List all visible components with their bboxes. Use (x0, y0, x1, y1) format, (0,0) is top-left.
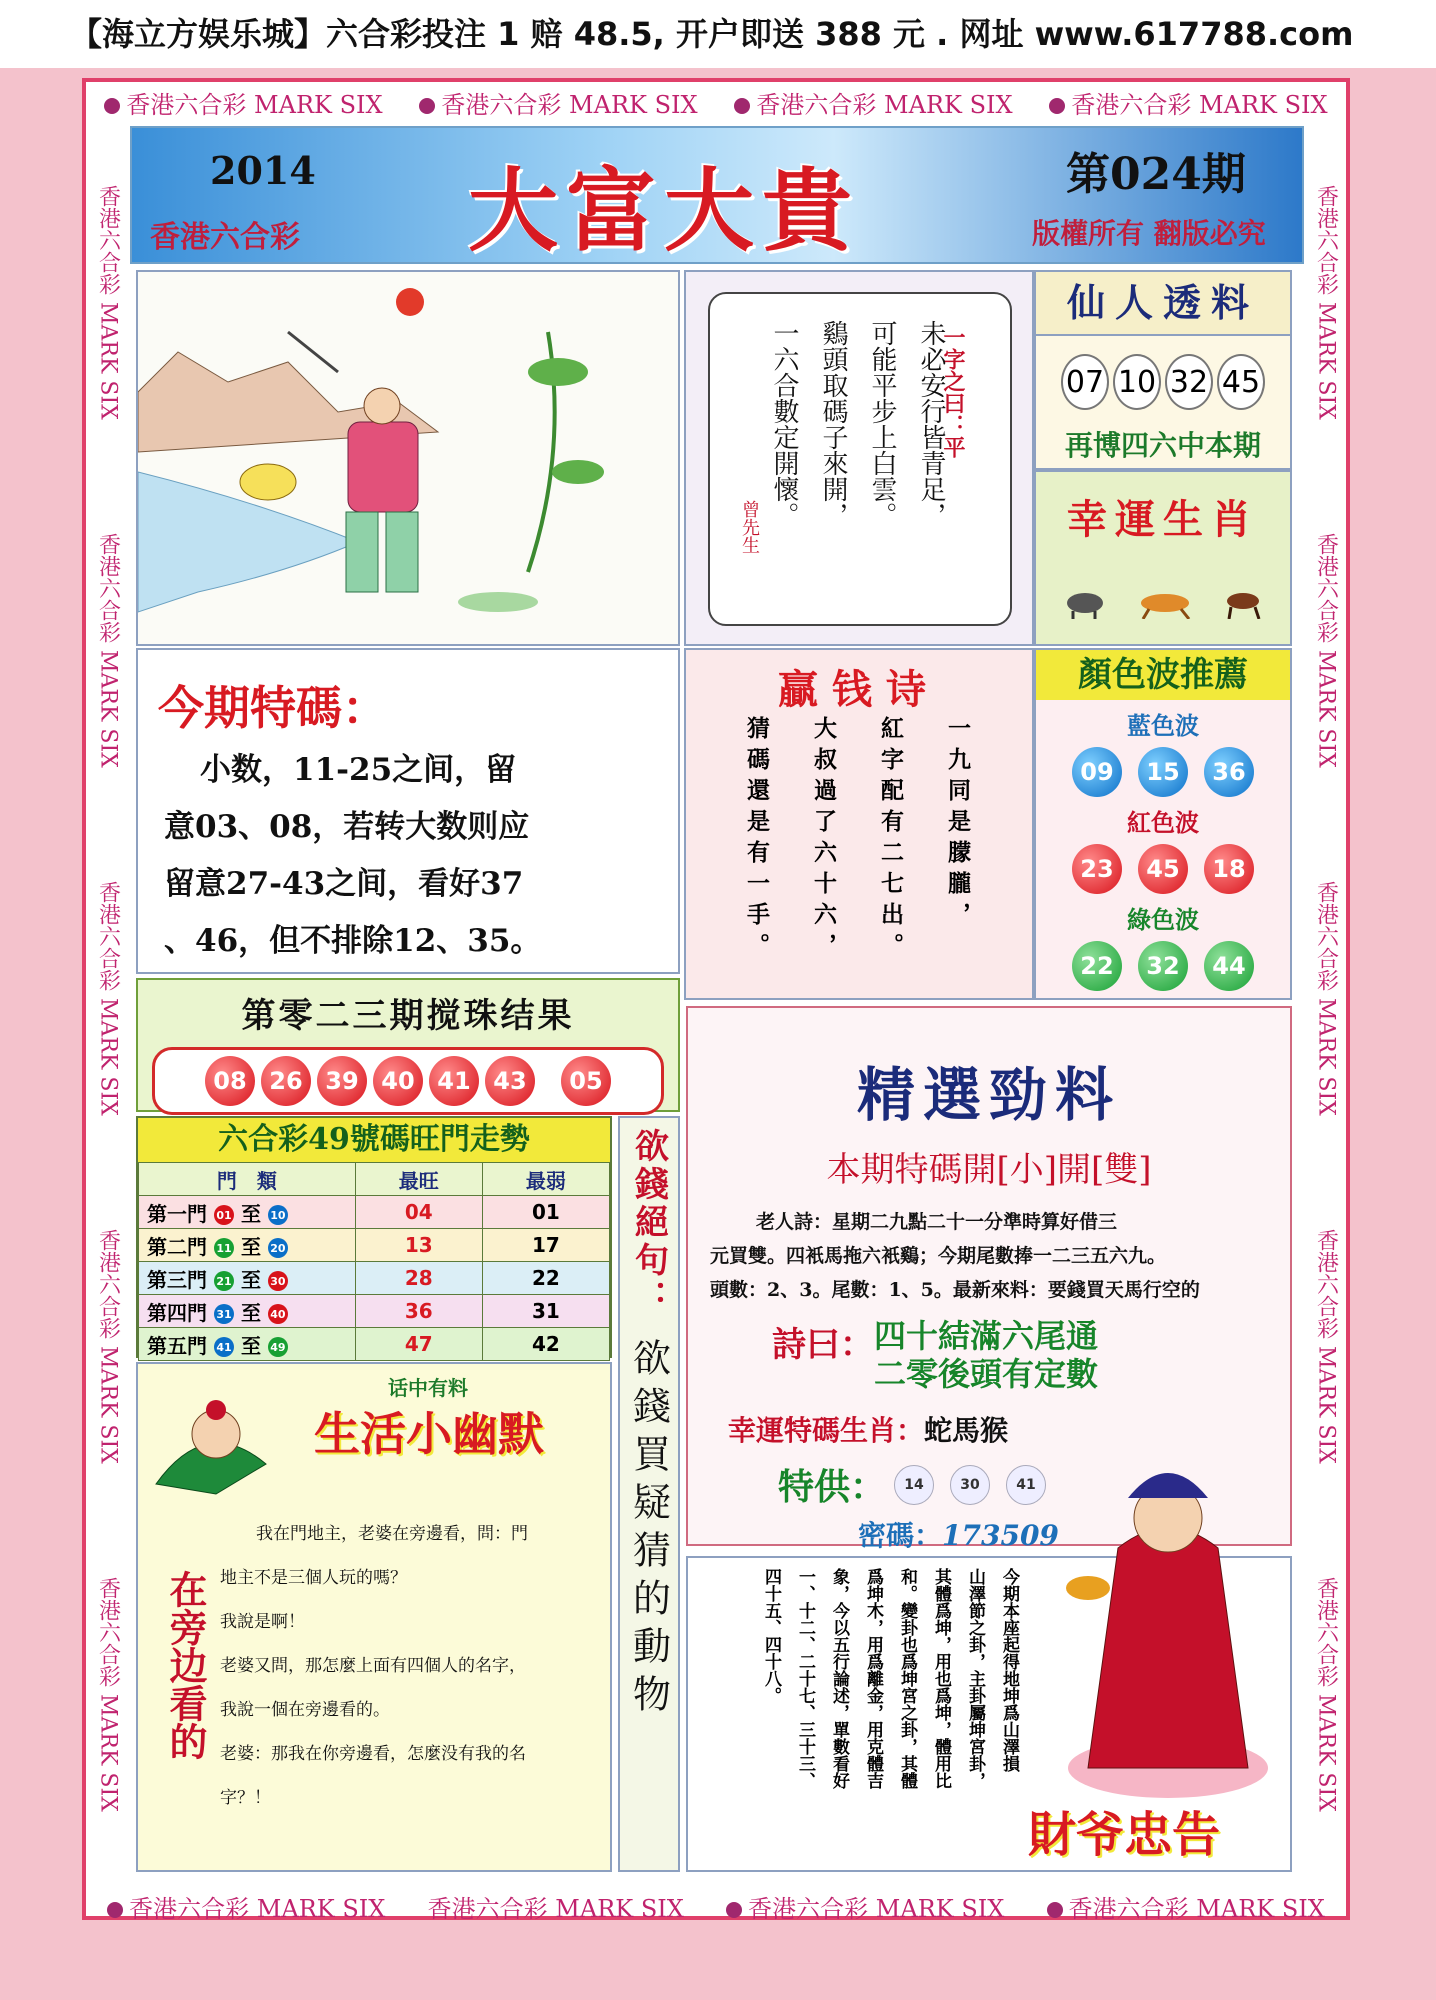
draw-results-panel (136, 978, 680, 1112)
clover-icon (734, 98, 750, 114)
draw-results-title: 第零二三期搅珠结果 (241, 996, 575, 1036)
scroll-line: 鷄頭取碼子來開， (818, 320, 848, 528)
green-ball: 32 (1138, 941, 1188, 991)
win-poem-line: 大叔過了六十六， (810, 716, 837, 964)
door-hot: 28 (355, 1262, 482, 1295)
wave-label-red: 紅色波 (1127, 808, 1199, 837)
lucky-special-label: 幸運特碼生肖： (728, 1414, 925, 1447)
color-wave-title: 顏色波推薦 (1036, 650, 1290, 700)
door-name: 第五門 (147, 1333, 207, 1358)
selected-line1: 本期特碼開[小]開[雙] (826, 1150, 1152, 1190)
humor-line: 我說一個在旁邊看的。 (220, 1700, 390, 1720)
scroll-line: 未必安行皆青足， (916, 320, 946, 528)
number-circle: 32 (1165, 354, 1213, 410)
number-circle: 07 (1061, 354, 1109, 410)
advice-line: 其體爲坤，用也爲坤，體用比 (931, 1568, 951, 1789)
result-ball: 40 (373, 1056, 423, 1106)
clover-icon (726, 1902, 742, 1918)
poem-label: 詩曰： (772, 1325, 874, 1365)
clover-icon (419, 98, 435, 114)
border-top (86, 82, 1346, 122)
border-label: 香港六合彩 MARK SIX (95, 184, 121, 420)
border-bottom (86, 1886, 1346, 1926)
advice-line: 爲坤木，用爲離金，用克體吉 (863, 1568, 883, 1789)
border-right (1306, 128, 1346, 1868)
old-man-fan-icon (146, 1394, 276, 1504)
wave-balls-red (1036, 844, 1290, 894)
table-row (139, 1196, 610, 1229)
green-ball: 22 (1072, 941, 1122, 991)
scroll-line: 可能平步上白雲。 (867, 320, 897, 528)
lucky-zodiac-title: 幸運生肖 (1067, 496, 1259, 543)
win-poem-title: 贏钱诗 (778, 666, 940, 713)
poem-lines (874, 1317, 1098, 1393)
door-to-word: 至 (240, 1234, 261, 1259)
doors-header: 最旺 (355, 1163, 482, 1196)
doors-title: 六合彩49號碼旺門走勢 (138, 1118, 610, 1162)
humor-line: 字？！ (220, 1788, 271, 1808)
door-from: 11 (214, 1238, 234, 1258)
door-hot: 13 (355, 1229, 482, 1262)
table-row (139, 1229, 610, 1262)
red-ball: 45 (1138, 844, 1188, 894)
door-hot: 36 (355, 1295, 482, 1328)
door-cold: 42 (482, 1328, 609, 1361)
result-ball: 39 (317, 1056, 367, 1106)
poem-line: 二零後頭有定數 (874, 1355, 1099, 1393)
scroll-heading: 一字之曰：平 (940, 326, 966, 458)
god-of-wealth-icon (1058, 1408, 1278, 1808)
zodiac-icons (1036, 585, 1290, 619)
door-name: 第一門 (147, 1201, 207, 1226)
blue-ball: 09 (1072, 747, 1122, 797)
door-from: 31 (214, 1304, 234, 1324)
advice-line: 象，今以五行論述，單數看好 (829, 1568, 849, 1789)
door-cold: 01 (482, 1196, 609, 1229)
result-ball: 08 (205, 1056, 255, 1106)
humor-title: 生活小幽默 (314, 1407, 544, 1461)
code-label: 密碼： (858, 1519, 943, 1552)
door-name: 第四門 (147, 1300, 207, 1325)
issue-label: 第024期 (1066, 149, 1246, 200)
lucky-zodiac-panel (1034, 470, 1292, 646)
door-to: 40 (268, 1304, 288, 1324)
oldman-line: 元買雙。四衹馬拖六衹鷄；今期尾數捧一二三五六九。 (710, 1245, 1167, 1267)
border-label: 香港六合彩 MARK SIX (1068, 1894, 1325, 1923)
border-label: 香港六合彩 MARK SIX (748, 1894, 1005, 1923)
advice-line: 一、十二、二十七、三十三、 (795, 1568, 815, 1789)
special-body (164, 742, 541, 970)
wave-label-blue: 藍色波 (1127, 711, 1199, 740)
door-to-word: 至 (240, 1201, 261, 1226)
clover-icon (107, 1902, 123, 1918)
clover-icon (104, 98, 120, 114)
red-ball: 23 (1072, 844, 1122, 894)
border-label: 香港六合彩 MARK SIX (95, 1228, 121, 1464)
door-to-word: 至 (240, 1300, 261, 1325)
door-from: 01 (214, 1205, 234, 1225)
code-value: 173509 (942, 1519, 1059, 1552)
border-label: 香港六合彩 MARK SIX (1313, 1576, 1339, 1812)
ox-icon (1061, 585, 1109, 619)
special-line: 小数，11-25之间，留 (200, 752, 517, 788)
door-to: 49 (268, 1337, 288, 1357)
door-to: 30 (268, 1271, 288, 1291)
humor-line: 老婆又問，那怎麼上面有四個人的名字， (220, 1656, 526, 1676)
door-hot: 47 (355, 1328, 482, 1361)
door-cold: 17 (482, 1229, 609, 1262)
clover-icon (1049, 98, 1065, 114)
riddle-heading: 欲錢絕句： (628, 1128, 669, 1318)
wave-label-green: 綠色波 (1127, 905, 1199, 934)
border-label: 香港六合彩 MARK SIX (126, 90, 383, 119)
poem-line: 四十結滿六尾通 (874, 1317, 1099, 1355)
oldman-poem (710, 1205, 1272, 1307)
door-name: 第三門 (147, 1267, 207, 1292)
border-left (88, 128, 128, 1868)
wave-balls-blue (1036, 747, 1290, 797)
table-row (139, 1262, 610, 1295)
number-circle: 10 (1113, 354, 1161, 410)
border-label: 香港六合彩 MARK SIX (95, 532, 121, 768)
special-line: 留意27-43之间，看好37 (164, 866, 524, 902)
special-result-ball: 05 (561, 1056, 611, 1106)
blue-ball: 15 (1138, 747, 1188, 797)
wave-balls-green (1036, 941, 1290, 991)
selected-poem (772, 1317, 1290, 1393)
border-label: 香港六合彩 MARK SIX (441, 90, 698, 119)
farmer-duck-illustration (138, 272, 678, 644)
special-line: 、46，但不排除12、35。 (164, 923, 542, 959)
win-poem-panel (684, 648, 1034, 1000)
xianren-title: 仙人透料 (1036, 272, 1290, 336)
door-to: 20 (268, 1238, 288, 1258)
copyright-label: 版權所有 翻版必究 (1032, 217, 1266, 250)
border-label: 香港六合彩 MARK SIX (427, 1894, 684, 1923)
result-ball: 41 (429, 1056, 479, 1106)
oldman-line: 老人詩：星期二九點二十一分準時算好借三 (756, 1211, 1118, 1233)
header-banner (130, 126, 1304, 264)
door-hot: 04 (355, 1196, 482, 1229)
advice-panel (686, 1556, 1292, 1872)
door-from: 21 (214, 1271, 234, 1291)
scroll-line: 一六合數定開懷。 (769, 320, 799, 528)
humor-body (220, 1512, 600, 1820)
xianren-numbers (1036, 354, 1290, 410)
supply-label: 特供： (778, 1466, 887, 1508)
table-row (139, 1328, 610, 1361)
border-label: 香港六合彩 MARK SIX (95, 1576, 121, 1812)
selected-title: 精選勁料 (856, 1061, 1121, 1129)
supply-ball: 14 (894, 1465, 934, 1505)
border-label: 香港六合彩 MARK SIX (129, 1894, 386, 1923)
door-to-word: 至 (240, 1333, 261, 1358)
advice-line: 四十五、四十八。 (761, 1568, 781, 1704)
riddle-panel (618, 1116, 680, 1872)
illustration-panel (136, 270, 680, 646)
door-from: 41 (214, 1337, 234, 1357)
clover-icon (1047, 1902, 1063, 1918)
humor-panel (136, 1362, 612, 1872)
year-label: 2014 (210, 148, 316, 193)
advice-line: 和。變卦也爲坤宮之卦，其體 (897, 1568, 917, 1789)
color-wave-panel (1034, 648, 1292, 1000)
xianren-panel (1034, 270, 1292, 470)
door-name: 第二門 (147, 1234, 207, 1259)
lucky-special-value: 蛇馬猴 (924, 1414, 1009, 1447)
result-ball: 43 (485, 1056, 535, 1106)
win-poem-line: 猜碼還是有一手。 (743, 716, 770, 964)
border-label: 香港六合彩 MARK SIX (1313, 532, 1339, 768)
result-ball: 26 (261, 1056, 311, 1106)
door-cold: 31 (482, 1295, 609, 1328)
win-poem-body (740, 716, 974, 964)
supply-ball: 41 (1006, 1465, 1046, 1505)
brand-label: 香港六合彩 (150, 220, 300, 255)
doors-table (138, 1162, 610, 1361)
humor-tag: 话中有料 (388, 1376, 468, 1400)
doors-header: 門 類 (139, 1163, 356, 1196)
humor-line: 我在門地主，老婆在旁邊看，問：門 (256, 1524, 528, 1544)
advice-title: 財爷忠告 (1028, 1807, 1221, 1863)
tiger-icon (1135, 585, 1195, 619)
green-ball: 44 (1204, 941, 1254, 991)
supply-ball: 30 (950, 1465, 990, 1505)
border-label: 香港六合彩 MARK SIX (1313, 880, 1339, 1116)
door-to-word: 至 (240, 1267, 261, 1292)
advice-body (702, 1568, 1022, 1858)
scroll-poem (766, 320, 950, 528)
border-label: 香港六合彩 MARK SIX (95, 880, 121, 1116)
draw-results-strip (152, 1047, 664, 1115)
scroll-author: 曾先生 (739, 500, 760, 554)
special-code-panel (136, 648, 680, 974)
horse-icon (1221, 585, 1265, 619)
door-cold: 22 (482, 1262, 609, 1295)
win-poem-line: 紅字配有二七出。 (877, 716, 904, 964)
win-poem-line: 一九同是朦朧， (944, 716, 971, 933)
table-row (139, 1295, 610, 1328)
advice-line: 山澤節之卦，主卦屬坤宮卦， (965, 1568, 985, 1789)
advice-line: 今期本座起得地坤爲山澤損 (999, 1568, 1019, 1772)
special-line: 意03、08，若转大数则应 (164, 809, 530, 845)
humor-line: 地主不是三個人玩的嗎？ (220, 1568, 407, 1588)
scroll-panel (684, 270, 1034, 646)
border-label: 香港六合彩 MARK SIX (1313, 1228, 1339, 1464)
xianren-note: 再博四六中本期 (1064, 429, 1261, 462)
page-title: 大富大貴 (468, 158, 860, 264)
door-to: 10 (268, 1205, 288, 1225)
doors-panel (136, 1116, 612, 1358)
border-label: 香港六合彩 MARK SIX (756, 90, 1013, 119)
humor-side-label: 在旁边看的 (163, 1570, 208, 1760)
doors-header: 最弱 (482, 1163, 609, 1196)
border-label: 香港六合彩 MARK SIX (1071, 90, 1328, 119)
blue-ball: 36 (1204, 747, 1254, 797)
oldman-line: 頭數：2、3。尾數：1、5。最新來料：要錢買天馬行空的 (710, 1279, 1200, 1301)
ad-banner[interactable]: 【海立方娱乐城】六合彩投注 1 赔 48.5, 开户即送 388 元 . 网址 www.617788.com (0, 0, 1436, 68)
border-label: 香港六合彩 MARK SIX (1313, 184, 1339, 420)
humor-line: 老婆：那我在你旁邊看，怎麼没有我的名 (220, 1744, 526, 1764)
number-circle: 45 (1217, 354, 1265, 410)
riddle-text: 欲錢買疑猜的動物 (626, 1338, 671, 1722)
special-title: 今期特碼： (158, 681, 388, 735)
red-ball: 18 (1204, 844, 1254, 894)
humor-line: 我說是啊！ (220, 1612, 305, 1632)
